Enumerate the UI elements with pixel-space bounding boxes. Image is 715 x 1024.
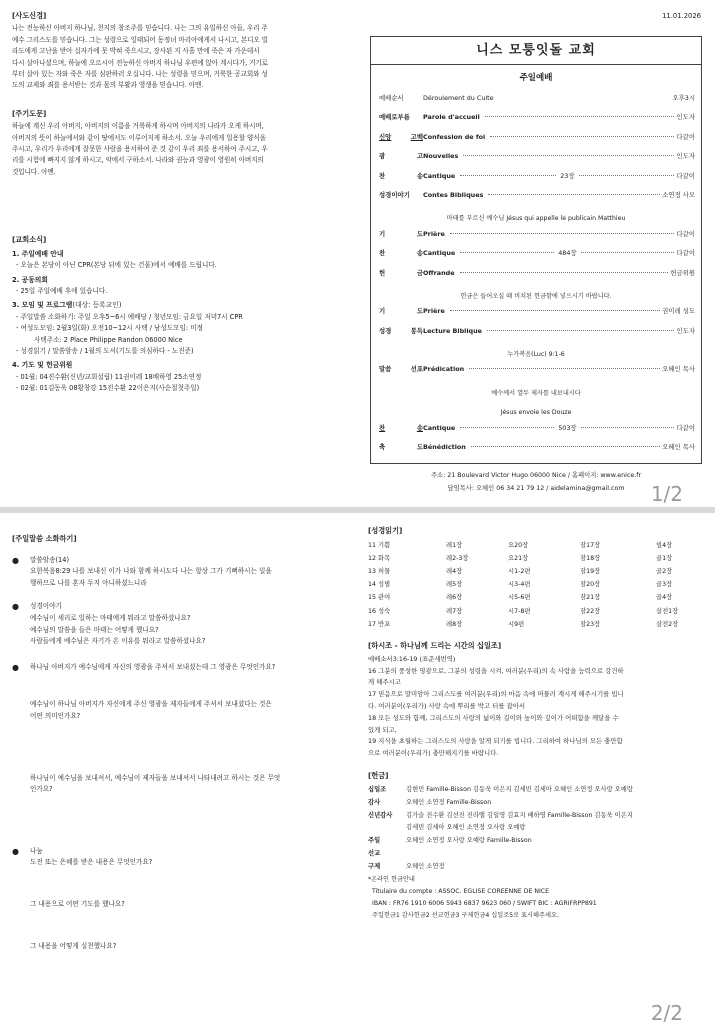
reading-cell: 잠21장 bbox=[580, 594, 601, 602]
order-item-french: Lecture Biblique bbox=[423, 326, 482, 335]
share-title: 나눔 bbox=[30, 846, 43, 855]
story-question: 예수님이 세리로 일하는 마태에게 뭐라고 말씀하셨나요? bbox=[30, 613, 191, 622]
offering-row bbox=[368, 848, 704, 861]
reading-cell: 잠19장 bbox=[580, 568, 601, 576]
left-column bbox=[12, 10, 347, 395]
order-header-fr: Déroulement du Culte bbox=[423, 94, 494, 102]
korean-part: 금 bbox=[416, 268, 423, 277]
question-line: 인가요? bbox=[30, 785, 53, 794]
memory-verse-block bbox=[12, 555, 347, 590]
offering-list bbox=[368, 784, 704, 874]
order-item-french: Nouvelles bbox=[423, 152, 459, 161]
order-item-french: Cantique bbox=[423, 423, 456, 432]
korean-part: 신앙 bbox=[379, 132, 392, 141]
korean-part: 선포 bbox=[410, 365, 423, 374]
prayer-line: 주시고, 우리가 우리에게 잘못한 사람을 용서하여 준 것 같이 우리 죄를 용서하여 주시고, 우 bbox=[12, 145, 268, 154]
dotted-leader bbox=[579, 175, 675, 176]
reading-row bbox=[368, 552, 704, 565]
reading-cell: 레7장 bbox=[446, 607, 463, 615]
reading-cell: 13 허물 bbox=[368, 568, 391, 576]
reading-cell: 골3장 bbox=[656, 581, 673, 589]
prayer-line: 것입니다. 아멘. bbox=[12, 167, 56, 176]
story-title: 성경이야기 bbox=[30, 602, 62, 611]
offering-label bbox=[368, 822, 406, 835]
order-item-leader: 다같이 bbox=[676, 132, 695, 141]
reading-cell: 잠23장 bbox=[580, 620, 601, 628]
order-item-korean bbox=[379, 442, 423, 451]
order-of-worship bbox=[370, 36, 702, 464]
share-question: 도전 또는 은혜를 받은 내용은 무엇인가요? bbox=[30, 858, 153, 867]
story-question: 예수님의 말씀을 들은 마태는 어떻게 했나요? bbox=[30, 625, 159, 634]
dotted-leader bbox=[485, 116, 675, 117]
bullet-icon: ● bbox=[12, 555, 19, 565]
offering-label: 십일조 bbox=[368, 786, 387, 794]
order-item-korean bbox=[379, 171, 423, 180]
korean-part: 성경이야기 bbox=[379, 190, 410, 199]
bulletin-page-2 bbox=[0, 513, 715, 1024]
creed-line: 라도에게 고난을 받아 십자가에 못 박혀 죽으시고, 장사된 지 사흘 만에 죽은 자 가운데서 bbox=[12, 47, 260, 56]
reading-cell: 레1장 bbox=[446, 541, 463, 549]
korean-part: 도 bbox=[416, 443, 423, 452]
order-item bbox=[371, 364, 701, 383]
order-note: 누가복음(Luc) 9:1-6 bbox=[507, 351, 565, 359]
news-item-line: - 주일말씀 소화하기: 주일 오후5~6시 예배당 / 청년모임: 금요일 저녁7시 CPR bbox=[16, 312, 243, 321]
korean-part: 축 bbox=[379, 443, 386, 452]
news-heading: [교회소식] bbox=[12, 235, 47, 245]
hymn-number: 503장 bbox=[558, 423, 577, 432]
verse-line: 19 지식을 초월하는 그리스도의 사랑을 알게 되기를 빕니다. 그리하여 하나님의 모든 충만함 bbox=[368, 737, 623, 746]
reading-cell: 골4장 bbox=[656, 594, 673, 602]
reading-cell: 요20장 bbox=[508, 541, 529, 549]
order-item-leader: 다같이 bbox=[676, 423, 696, 432]
order-item-leader: 인도자 bbox=[676, 152, 695, 161]
verse-line: 있게 되고, bbox=[368, 725, 397, 734]
order-item-french: Cantique bbox=[423, 171, 456, 180]
order-header-row bbox=[371, 93, 701, 112]
korean-part: 예배로부름 bbox=[379, 113, 410, 122]
dotted-leader bbox=[488, 194, 660, 195]
offering-names: 김가슬 진수환 김선진 진라엘 김일영 김효지 배하영 Famille-Bisson 김동욱 이은지 bbox=[406, 811, 633, 819]
dotted-leader bbox=[463, 155, 674, 156]
story-question: 사람들에게 예수님은 자기가 온 이유를 뭐라고 말씀하셨나요? bbox=[30, 637, 206, 646]
dotted-leader bbox=[450, 310, 660, 311]
bulletin-date: 11.01.2026 bbox=[662, 12, 701, 20]
question-line: 하나님이 예수님을 보내셔서, 예수님이 제자들을 보내셔서 나타내려고 하시는 것은 무엇 bbox=[30, 773, 281, 782]
news-item-line: - 성경읽기 / 말씀암송 / 1월의 도서(기도를 의심하다 - 노진준) bbox=[16, 346, 194, 355]
korean-part: 송 bbox=[416, 249, 423, 258]
korean-part: 기 bbox=[379, 229, 386, 238]
offering-label: 선교 bbox=[368, 850, 381, 858]
share-question: 그 내용으로 어떤 기도를 했나요? bbox=[30, 899, 125, 908]
dotted-leader bbox=[469, 368, 660, 369]
dotted-leader bbox=[460, 252, 554, 253]
order-header-kor: 예배순서 bbox=[379, 94, 404, 102]
offering-heading: [헌금] bbox=[368, 770, 389, 780]
creed-text bbox=[12, 23, 347, 91]
offering-row bbox=[368, 822, 704, 835]
reading-cell: 12 화목 bbox=[368, 554, 391, 562]
order-rows bbox=[371, 112, 701, 461]
reading-cell: 레6장 bbox=[446, 594, 463, 602]
order-item bbox=[371, 151, 701, 170]
order-item bbox=[371, 306, 701, 325]
online-offering-title: *온라인 헌금안내 bbox=[368, 875, 415, 883]
reading-cell: 잠18장 bbox=[580, 554, 601, 562]
sermon-question bbox=[30, 773, 347, 796]
reading-cell: 요21장 bbox=[508, 554, 529, 562]
offering-row bbox=[368, 784, 704, 797]
sermon-questions-block bbox=[12, 662, 347, 796]
verse-line: 17 믿음으로 말미암아 그리스도를 여러분(우리)의 마음 속에 머물러 계시게 해주시기를 빕니 bbox=[368, 690, 624, 699]
order-item bbox=[371, 442, 701, 461]
reading-cell: 시7-8편 bbox=[508, 607, 531, 615]
news-item-title-suffix: (대상: 등록교인) bbox=[72, 301, 122, 310]
order-note: Jésus envoie les Douze bbox=[500, 409, 572, 417]
creed-line: 부터 살아 있는 자와 죽은 자를 심판하러 오십니다. 나는 성령을 믿으며, 거룩한 공교회와 성 bbox=[12, 70, 268, 79]
verse-line: 18 모든 성도와 함께, 그리스도의 사랑의 넓이와 길이와 높이와 깊이가 어떠함을 깨달을 수 bbox=[368, 713, 619, 722]
memory-line: 요한복음8:29 나를 보내신 이가 나와 함께 하시도다 나는 항상 그가 기뻐하시는 일을 bbox=[30, 567, 272, 576]
hymn-number: 484장 bbox=[558, 249, 577, 258]
order-item-french: Confession de foi bbox=[423, 132, 486, 141]
korean-part: 기 bbox=[379, 307, 386, 316]
order-note: 마태를 부르신 예수님 Jésus qui appelle le publicain Matthieu bbox=[446, 215, 626, 223]
question-line: 예수님이 하나님 아버지가 자신에게 주신 영광을 제자들에게 주셔서 보내셨다는 것은 bbox=[30, 700, 272, 709]
dotted-leader bbox=[450, 233, 675, 234]
share-question: 그 내용을 어떻게 실천했나요? bbox=[30, 941, 117, 950]
dotted-leader bbox=[490, 136, 674, 137]
reading-cell: 17 반포 bbox=[368, 620, 391, 628]
order-item-leader: 오혜인 목사 bbox=[662, 443, 695, 452]
news-item-line: - 여성도모임: 2월3일(화) 오전10~12시 사택 / 남성도모임: 미정 bbox=[16, 324, 203, 333]
dotted-leader bbox=[460, 272, 669, 273]
reading-cell: 15 관여 bbox=[368, 594, 391, 602]
order-note: 예수께서 열두 제자를 내보내시다 bbox=[491, 389, 581, 397]
reading-row bbox=[368, 592, 704, 605]
order-item-leader: 다같이 bbox=[676, 171, 696, 180]
hymn-number: 23장 bbox=[560, 171, 575, 180]
page-number: 1/2 bbox=[650, 482, 683, 506]
memory-title: 말씀암송(14) bbox=[30, 555, 70, 564]
korean-part: 도 bbox=[416, 229, 423, 238]
reading-cell: 골2장 bbox=[656, 568, 673, 576]
offering-label: 구제 bbox=[368, 862, 381, 870]
order-item-korean bbox=[379, 132, 423, 141]
creed-line: 나는 전능하신 아버지 하나님, 천지의 창조주를 믿습니다. 나는 그의 유일하신 아들, 우리 주 bbox=[12, 24, 268, 33]
bulletin-page-1 bbox=[0, 0, 715, 507]
dotted-leader bbox=[581, 427, 675, 428]
news-item-title: 1. 주일예배 안내 bbox=[12, 249, 64, 258]
bible-reading-table bbox=[368, 539, 704, 631]
order-item-leader: 인도자 bbox=[676, 326, 695, 335]
offering-row bbox=[368, 810, 704, 823]
bullet-icon: ● bbox=[12, 662, 19, 672]
korean-part: 찬 bbox=[379, 423, 386, 432]
service-name: 주일예배 bbox=[519, 73, 553, 83]
korean-part: 찬 bbox=[379, 171, 386, 180]
reading-cell: 16 성숙 bbox=[368, 607, 391, 615]
reading-cell: 골1장 bbox=[656, 554, 673, 562]
creed-line: 예수 그리스도를 믿습니다. 그는 성령으로 잉태되어 동정녀 마리아에게서 나시고, 본디오 빌 bbox=[12, 35, 268, 44]
creed-heading: [사도신경] bbox=[12, 11, 47, 20]
order-item-korean bbox=[379, 151, 423, 160]
lords-prayer-heading: [주기도문] bbox=[12, 108, 47, 118]
order-item bbox=[371, 112, 701, 131]
korean-part: 송 bbox=[416, 171, 423, 180]
short-prayer-ref: 에베소서3:16-19 (표준새번역) bbox=[368, 654, 456, 663]
reading-cell: 시5-6편 bbox=[508, 594, 531, 602]
bullet-icon: ● bbox=[12, 846, 19, 856]
order-item-french: Cantique bbox=[423, 249, 456, 258]
order-item bbox=[371, 268, 701, 287]
reading-cell: 레2-3장 bbox=[446, 554, 469, 562]
dotted-leader bbox=[460, 175, 556, 176]
reading-cell: 잠22장 bbox=[580, 607, 601, 615]
offering-names: 오혜인 소연정 bbox=[406, 862, 445, 870]
offering-names: 오혜인 소연정 Famille-Bisson bbox=[406, 798, 492, 806]
question-line: 어떤 의미인가요? bbox=[30, 711, 81, 720]
reading-cell: 레5장 bbox=[446, 581, 463, 589]
creed-line: 다시 살아나셨으며, 하늘에 오르시어 전능하신 아버지 하나님 우편에 앉아 계시다가, 거기로 bbox=[12, 58, 268, 67]
sermon-question: 하나님 아버지가 예수님에게 자신의 영광을 주셔서 보내셨는데 그 영광은 무엇인가요? bbox=[30, 662, 276, 671]
order-item-french: Parole d'accueil bbox=[423, 113, 480, 122]
memory-line: 행하므로 나를 혼자 두지 아니하셨느니라 bbox=[30, 578, 147, 587]
order-item-leader: 다같이 bbox=[676, 249, 696, 258]
news-item-line: 사택주소: 2 Place Philippe Randon 06000 Nice bbox=[34, 335, 183, 344]
dotted-leader bbox=[460, 427, 554, 428]
order-note: 헌금은 들어오실 때 비치된 헌금함에 넣으시기 바랍니다. bbox=[460, 292, 612, 300]
news-item-line: - 오늘은 본당이 아닌 CPR(본당 뒤에 있는 건물)에서 예배를 드립니다. bbox=[16, 261, 217, 270]
offering-label: 신년감사 bbox=[368, 811, 393, 819]
korean-part: 말씀 bbox=[379, 365, 392, 374]
order-item-korean bbox=[379, 248, 423, 257]
iban: IBAN : FR76 1910 6006 5943 6837 9623 060 / SWIFT BIC : AGRIFRPP891 bbox=[372, 900, 597, 908]
news-item-title-text: 3. 모임 및 프로그램 bbox=[12, 301, 73, 310]
reading-cell: 잠17장 bbox=[580, 541, 601, 549]
korean-part: 헌 bbox=[379, 268, 386, 277]
short-prayer-text bbox=[368, 666, 704, 760]
offering-names: 오혜인 소연정 오사랑 오예랑 Famille-Bisson bbox=[406, 837, 532, 845]
dotted-leader bbox=[581, 252, 675, 253]
reading-row bbox=[368, 566, 704, 579]
verse-line: 16 그분의 풍성한 영광으로, 그분의 성령을 시켜, 여러분(우리)의 속 사람을 능력으로 강건하 bbox=[368, 666, 624, 675]
reading-cell: 시9편 bbox=[508, 620, 525, 628]
reading-cell: 14 성별 bbox=[368, 581, 391, 589]
page-number: 2/2 bbox=[650, 1001, 683, 1024]
order-item-korean bbox=[379, 364, 423, 373]
offering-label: 감사 bbox=[368, 798, 381, 806]
korean-part: 찬 bbox=[379, 249, 386, 258]
dotted-leader bbox=[471, 446, 660, 447]
dotted-leader bbox=[487, 330, 674, 331]
order-item bbox=[371, 248, 701, 267]
order-item-korean bbox=[379, 268, 423, 277]
order-item bbox=[371, 132, 701, 151]
short-prayer-heading: [하시조 - 하나님께 드리는 시간의 십일조] bbox=[368, 640, 502, 650]
reading-cell: 살전1장 bbox=[656, 607, 679, 615]
prayer-line: 리를 시험에 빠지지 않게 하시고, 악에서 구하소서. 나라와 권능과 영광이 영원히 아버지의 bbox=[12, 156, 264, 165]
account-holder: Titulaire du compte : ASSOC. EGLISE COREENNE DE NICE bbox=[372, 887, 550, 895]
reading-cell: 시3-4편 bbox=[508, 581, 531, 589]
verse-line: 다. 여러분이(우리가) 사랑 속에 뿌리를 박고 터를 잡아서 bbox=[368, 701, 526, 710]
order-item-french: Prédication bbox=[423, 365, 465, 374]
offering-label: 주일 bbox=[368, 837, 381, 845]
creed-line: 도의 교제와 죄를 용서받는 것과 몸의 부활과 영생을 믿습니다. 아멘. bbox=[12, 81, 204, 90]
order-item-leader: 소연정 사모 bbox=[662, 190, 695, 199]
verse-line: 으로 여러분이(우리가) 충만해지기를 바랍니다. bbox=[368, 749, 499, 758]
news-list bbox=[12, 249, 347, 395]
korean-part: 고 bbox=[416, 152, 423, 161]
reading-cell: 빌4장 bbox=[656, 541, 673, 549]
digest-heading: [주일말씀 소화하기] bbox=[12, 534, 77, 543]
news-item-line: - 25일 주일예배 후에 있습니다. bbox=[16, 286, 108, 295]
korean-part: 송 bbox=[416, 423, 423, 432]
verse-line: 게 해주시고 bbox=[368, 678, 401, 687]
offering-names: 김현민 Famille-Bisson 김동욱 이은지 김세빈 김세아 오혜인 소연정 오사랑 오예랑 bbox=[406, 786, 633, 794]
prayer-line: 하늘에 계신 우리 아버지, 아버지의 이름을 거룩하게 하시며 아버지의 나라가 오게 하시며, bbox=[12, 122, 264, 131]
pastor-contact: 담임목사: 오혜인 06 34 21 79 12 / aidelamina@gmail.com bbox=[447, 485, 625, 492]
reading-row bbox=[368, 579, 704, 592]
order-item bbox=[371, 423, 701, 442]
order-item bbox=[371, 190, 701, 209]
reading-cell: 레4장 bbox=[446, 568, 463, 576]
order-item bbox=[371, 229, 701, 248]
offering-row bbox=[368, 835, 704, 848]
order-item-leader: 헌금위원 bbox=[670, 268, 695, 277]
offering-codes: 주일헌금1 감사헌금2 선교헌금3 구제헌금4 십일조5로 표시해주세요. bbox=[372, 912, 559, 920]
reading-row bbox=[368, 539, 704, 552]
church-name: 니스 모퉁잇돌 교회 bbox=[371, 37, 701, 65]
order-item-korean bbox=[379, 326, 423, 335]
sermon-question bbox=[30, 699, 347, 722]
reading-cell: 레8장 bbox=[446, 620, 463, 628]
news-item-title bbox=[12, 300, 347, 311]
news-item-title: 4. 기도 및 헌금위원 bbox=[12, 361, 73, 370]
order-item-korean bbox=[379, 229, 423, 238]
order-header-time: 오후3시 bbox=[672, 94, 695, 102]
offering-row bbox=[368, 797, 704, 810]
korean-part: 봉독 bbox=[410, 326, 423, 335]
reading-row bbox=[368, 605, 704, 618]
order-item-leader: 권이레 성도 bbox=[662, 307, 695, 316]
korean-part: 성경 bbox=[379, 326, 392, 335]
reading-cell: 11 기쁨 bbox=[368, 541, 391, 549]
order-item-korean bbox=[379, 112, 423, 121]
right-column bbox=[368, 525, 704, 922]
order-item-french: Contes Bibliques bbox=[423, 190, 484, 199]
reading-row bbox=[368, 618, 704, 631]
left-column bbox=[12, 533, 347, 952]
order-item bbox=[371, 171, 701, 190]
prayer-line: 아버지의 뜻이 하늘에서와 같이 땅에서도 이루어지게 하소서. 오늘 우리에게 일용할 양식을 bbox=[12, 133, 266, 142]
reading-cell: 잠20장 bbox=[580, 581, 601, 589]
order-item-korean bbox=[379, 423, 423, 432]
lords-prayer-text bbox=[12, 121, 347, 178]
order-item-korean bbox=[379, 306, 423, 315]
korean-part: 고백 bbox=[410, 132, 423, 141]
church-address: 주소: 21 Boulevard Victor Hugo 06000 Nice / 홈페이지: www.enice.fr bbox=[430, 472, 642, 479]
order-item-leader: 오혜인 목사 bbox=[662, 365, 695, 374]
order-item-korean bbox=[379, 190, 423, 199]
bible-reading-heading: [성경읽기] bbox=[368, 526, 403, 535]
bible-story-block bbox=[12, 601, 347, 647]
order-item-french: Offrande bbox=[423, 268, 455, 277]
korean-part: 광 bbox=[379, 152, 386, 161]
news-item-line: - 02월: 01김동욱 08황창강 15진수환 22이은지(사순절첫주일) bbox=[16, 384, 200, 393]
news-item-title: 2. 공동의회 bbox=[12, 275, 48, 284]
order-item bbox=[371, 326, 701, 345]
sharing-block bbox=[12, 846, 347, 952]
order-item-french: Bénédiction bbox=[423, 443, 466, 452]
reading-cell: 살전2장 bbox=[656, 620, 679, 628]
offering-row bbox=[368, 861, 704, 874]
offering-names: 김세빈 김세아 오혜인 소연정 오사랑 오예랑 bbox=[406, 824, 526, 832]
reading-cell: 시1-2편 bbox=[508, 568, 531, 576]
order-item-french: Prière bbox=[423, 229, 445, 238]
korean-part: 도 bbox=[416, 307, 423, 316]
bullet-icon: ● bbox=[12, 602, 19, 612]
news-item-line: - 01월: 04진수환(신년/교회설립) 11권이레 18배하영 25소연정 bbox=[16, 372, 202, 381]
order-item-leader: 인도자 bbox=[676, 113, 695, 122]
order-item-leader: 다같이 bbox=[676, 229, 695, 238]
order-item-french: Prière bbox=[423, 307, 445, 316]
